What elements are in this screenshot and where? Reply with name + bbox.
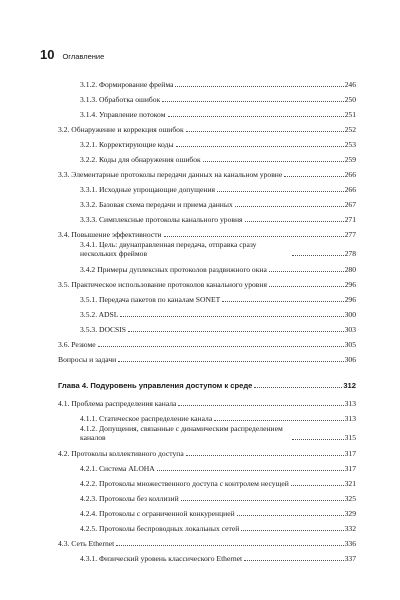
dot-leader <box>292 255 344 256</box>
toc-entry-title: 3.3. Элементарные протоколы передачи данных на канальном уровне <box>58 170 283 179</box>
dot-leader <box>284 176 343 177</box>
toc-entry-page: 325 <box>344 494 356 503</box>
toc-entry-title: 3.3.3. Симплексные протоколы канального уровня <box>80 215 243 224</box>
toc-entry-page: 336 <box>344 539 356 548</box>
toc-entry-page: 251 <box>344 110 356 119</box>
toc-entry <box>58 399 356 408</box>
toc-entry-page: 280 <box>344 265 356 274</box>
toc-entry-page: 312 <box>343 381 356 390</box>
toc-entry-page: 271 <box>344 215 356 224</box>
dot-leader <box>128 331 344 332</box>
toc-entry <box>80 95 356 104</box>
toc-entry-title: Вопросы и задачи <box>58 355 117 364</box>
toc-entry-page: 267 <box>344 200 356 209</box>
toc-entry <box>58 280 356 289</box>
toc-entry-page: 300 <box>344 310 356 319</box>
toc-entry-title: 4.2.5. Протоколы беспроводных локальных сетей <box>80 524 240 533</box>
toc-entry-title: 3.4.1. Цель: двунаправленная передача, отправка сразу нескольких фреймов <box>80 241 257 258</box>
dot-leader <box>203 161 344 162</box>
toc-entry-page: 296 <box>344 280 356 289</box>
dot-leader <box>175 86 343 87</box>
toc-entry <box>80 295 356 304</box>
dot-leader <box>291 485 344 486</box>
dot-leader <box>118 361 343 362</box>
toc-entry <box>80 110 356 119</box>
toc-entry-title: 4.2.2. Протоколы множественного доступа с контролем несущей <box>80 479 289 488</box>
toc-entry-page: 317 <box>344 449 356 458</box>
dot-leader <box>162 101 343 102</box>
dot-leader <box>254 387 342 388</box>
toc-entry-title: 4.2. Протоколы коллективного доступа <box>58 449 184 458</box>
toc-entry-title: 3.5.1. Передача пакетов по каналам SONET <box>80 295 221 304</box>
toc-entry <box>58 355 356 364</box>
toc-entry <box>58 340 356 349</box>
toc-entry-page: 253 <box>344 140 356 149</box>
toc-entry-title: 4.1.1. Статическое распределение канала <box>80 414 213 423</box>
toc-entry-page: 329 <box>344 509 356 518</box>
toc-entry-title: 4.3. Сеть Ethernet <box>58 539 115 548</box>
toc-entry-title: 3.5.3. DOCSIS <box>80 325 126 334</box>
toc-entry-page: 296 <box>344 295 356 304</box>
toc-entry-page: 246 <box>344 80 356 89</box>
toc-entry <box>80 425 356 442</box>
toc-entry-title: 3.4.2 Примеры дуплексных протоколов раздвижного окна <box>80 265 267 274</box>
dot-leader <box>168 116 344 117</box>
toc-entry-page: 306 <box>344 355 356 364</box>
dot-leader <box>237 515 344 516</box>
toc-entry <box>80 524 356 533</box>
toc-entry <box>80 414 356 423</box>
toc-entry-title: 3.2. Обнаружение и коррекция ошибок <box>58 125 184 134</box>
dot-leader <box>269 286 344 287</box>
dot-leader <box>164 236 344 237</box>
toc-entry-title: 4.1.2. Допущения, связанные с динамическим распределением каналов <box>80 425 283 442</box>
toc-entry <box>80 140 356 149</box>
toc-entry <box>80 155 356 164</box>
dot-leader <box>176 146 344 147</box>
toc-entry-title: 3.1.2. Формирование фрейма <box>80 80 174 89</box>
dot-leader <box>120 316 343 317</box>
dot-leader <box>217 191 344 192</box>
toc-entry-title: 4.3.1. Физический уровень классического Ethernet <box>80 554 243 563</box>
toc-entry <box>80 215 356 224</box>
dot-leader <box>222 301 343 302</box>
dot-leader <box>178 405 343 406</box>
toc-entry-title: 3.6. Резюме <box>58 340 96 349</box>
toc-entry-title: 3.1.4. Управление потоком <box>80 110 166 119</box>
toc-entry-title: 4.1. Проблема распределения канала <box>58 399 177 408</box>
dot-leader <box>214 420 343 421</box>
toc-entry-page: 266 <box>344 185 356 194</box>
toc-entry <box>80 479 356 488</box>
toc-entry-page: 252 <box>344 125 356 134</box>
toc-entry-title: 4.2.4. Протоколы с ограниченной конкуренцией <box>80 509 235 518</box>
toc-entry <box>58 449 356 458</box>
toc-entry-title: 4.2.1. Система ALOHA <box>80 464 155 473</box>
toc-entry-page: 266 <box>344 170 356 179</box>
toc-entry <box>80 554 356 563</box>
toc-entry <box>80 241 356 258</box>
running-title: Оглавление <box>62 52 105 61</box>
toc-entry <box>80 185 356 194</box>
dot-leader <box>269 271 344 272</box>
toc-entry-title: 3.2.2. Коды для обнаружения ошибок <box>80 155 201 164</box>
toc-entry <box>80 200 356 209</box>
toc-entry <box>80 464 356 473</box>
toc-entry <box>58 230 356 239</box>
toc-entry <box>58 170 356 179</box>
toc-entry-page: 259 <box>344 155 356 164</box>
toc-entry-page: 332 <box>344 524 356 533</box>
dot-leader <box>116 545 343 546</box>
toc-entry <box>80 325 356 334</box>
toc-entry-title: Глава 4. Подуровень управления доступом к среде <box>58 381 253 390</box>
toc-entry <box>58 125 356 134</box>
toc-entry <box>58 539 356 548</box>
toc-entry-title: 3.1.3. Обработка ошибок <box>80 95 161 104</box>
toc-entry-title: 3.5.2. ADSL <box>80 310 119 319</box>
toc-entry-page: 315 <box>344 433 356 443</box>
dot-leader <box>245 221 344 222</box>
toc-entry-page: 313 <box>344 399 356 408</box>
toc-entry-page: 317 <box>344 464 356 473</box>
toc-entry-page: 303 <box>344 325 356 334</box>
toc-entry-title: 3.2.1. Корректирующие коды <box>80 140 174 149</box>
toc-entry-page: 278 <box>344 249 356 259</box>
toc-entry <box>80 310 356 319</box>
toc-entry-page: 337 <box>344 554 356 563</box>
dot-leader <box>186 131 344 132</box>
toc-entry-title: 3.3.2. Базовая схема передачи и приема данных <box>80 200 233 209</box>
toc-entry-page: 250 <box>344 95 356 104</box>
toc-entry-page: 321 <box>344 479 356 488</box>
dot-leader <box>157 470 344 471</box>
toc-entry-title: 3.3.1. Исходные упрощающие допущения <box>80 185 216 194</box>
toc-chapter-entry <box>58 381 356 390</box>
toc-entry <box>80 80 356 89</box>
toc-entry-title: 3.4. Повышение эффективности <box>58 230 162 239</box>
toc-entry <box>80 265 356 274</box>
dot-leader <box>292 439 344 440</box>
dot-leader <box>235 206 344 207</box>
dot-leader <box>98 346 344 347</box>
toc-entry-title: 4.2.3. Протоколы без коллизий <box>80 494 179 503</box>
page-number: 10 <box>40 47 55 62</box>
toc-entry-page: 305 <box>344 340 356 349</box>
toc-entry <box>80 509 356 518</box>
dot-leader <box>181 500 344 501</box>
dot-leader <box>244 560 343 561</box>
toc-entry <box>80 494 356 503</box>
toc-entry-page: 277 <box>344 230 356 239</box>
dot-leader <box>241 530 343 531</box>
toc-entry-page: 313 <box>344 414 356 423</box>
dot-leader <box>186 455 344 456</box>
toc-entry-title: 3.5. Практическое использование протоколов канального уровня <box>58 280 267 289</box>
